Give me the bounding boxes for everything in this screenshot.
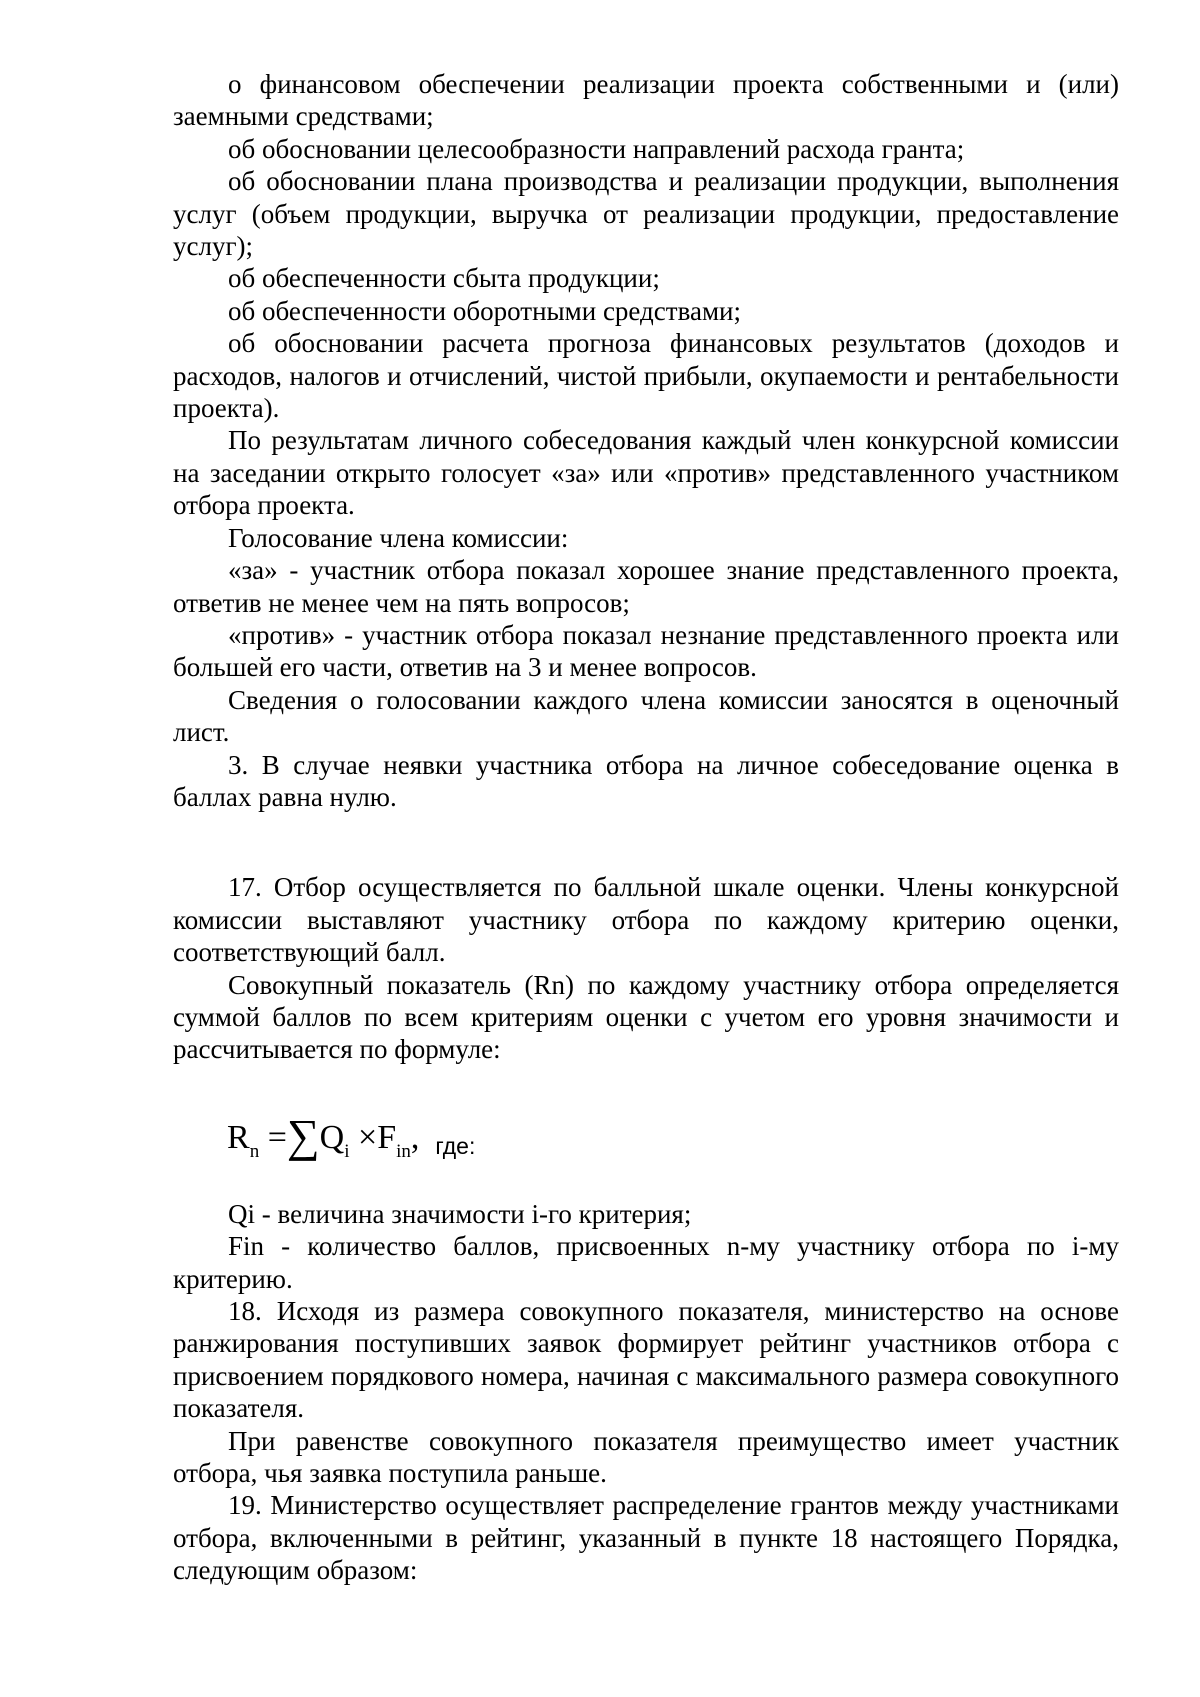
sum-sign: ∑ (286, 1109, 320, 1161)
formula-f: F (377, 1118, 397, 1156)
section-gap (173, 813, 1119, 871)
formula-f-subscript: in (396, 1140, 411, 1162)
paragraph-19-distribution: 19. Министерство осуществляет распределение грантов между участниками отбора, включенными в рейтинг, указанный в пункте 18 настоящего Порядка, следующим образом: (173, 1490, 1119, 1586)
paragraph-evaluation-sheet: Сведения о голосовании каждого члена комиссии заносятся в оценочный лист. (173, 684, 1119, 748)
paragraph-production-plan: об обосновании плана производства и реализации продукции, выполнения услуг (объем продукции, выручка от реализации продукции, предоставление услуг); (173, 166, 1119, 262)
formula-where: где: (435, 1132, 476, 1159)
formula-q-subscript: i (344, 1140, 350, 1162)
paragraph-18-rating: 18. Исходя из размера совокупного показателя, министерство на основе ранжирования поступивших заявок формирует рейтинг участников отбора с присвоением порядкового номера, начиная с максимального размера совокупного показателя. (173, 1296, 1119, 1424)
paragraph-qi-definition: Qi - величина значимости i-го критерия; (228, 1198, 692, 1229)
paragraph-sales: об обеспеченности сбыта продукции; (228, 263, 660, 294)
paragraph-vote-for: «за» - участник отбора показал хорошее знание представленного проекта, ответив не менее чем на пять вопросов; (173, 555, 1119, 618)
document-page (173, 68, 1119, 1587)
paragraph-fin-definition: Fin - количество баллов, присвоенных n-му участнику отбора по i-му критерию. (173, 1231, 1119, 1294)
formula-block (173, 1086, 1119, 1198)
formula-q: Q (319, 1118, 345, 1156)
paragraph-financing: о финансовом обеспечении реализации проекта собственными и (или) заемными средствами; (173, 69, 1119, 132)
paragraph-grant-expenses: об обосновании целесообразности направлений расхода гранта; (228, 133, 965, 164)
score-formula (227, 1109, 476, 1172)
paragraph-aggregate-indicator: Совокупный показатель (Rn) по каждому участнику отбора определяется суммой баллов по всем критериям оценки с учетом его уровня значимости и рассчитывается по формуле: (173, 969, 1119, 1065)
formula-times: × (358, 1118, 378, 1156)
paragraph-vote-against: «против» - участник отбора показал незнание представленного проекта или большей его части, ответив на 3 и менее вопросов. (173, 619, 1119, 683)
formula-r: R (227, 1118, 250, 1156)
paragraph-working-capital: об обеспеченности оборотными средствами; (228, 295, 741, 326)
paragraph-voting-header: Голосование члена комиссии: (228, 522, 569, 553)
paragraph-interview-vote: По результатам личного собеседования каждый член конкурсной комиссии на заседании открыто голосует «за» или «против» представленного участником отбора проекта. (173, 425, 1119, 521)
paragraph-financial-forecast: об обосновании расчета прогноза финансовых результатов (доходов и расходов, налогов и отчислений, чистой прибыли, окупаемости и рентабельности проекта). (173, 328, 1119, 424)
paragraph-17-scoring: 17. Отбор осуществляется по балльной шкале оценки. Члены конкурсной комиссии выставляют участнику отбора по каждому критерию оценки, соответствующий балл. (173, 872, 1119, 968)
formula-equals: = (267, 1118, 287, 1156)
formula-r-subscript: n (249, 1140, 260, 1162)
paragraph-tie-break: При равенстве совокупного показателя преимущество имеет участник отбора, чья заявка поступила раньше. (173, 1425, 1119, 1489)
paragraph-no-show: 3. В случае неявки участника отбора на личное собеседование оценка в баллах равна нулю. (173, 749, 1119, 812)
formula-comma: , (410, 1118, 420, 1156)
